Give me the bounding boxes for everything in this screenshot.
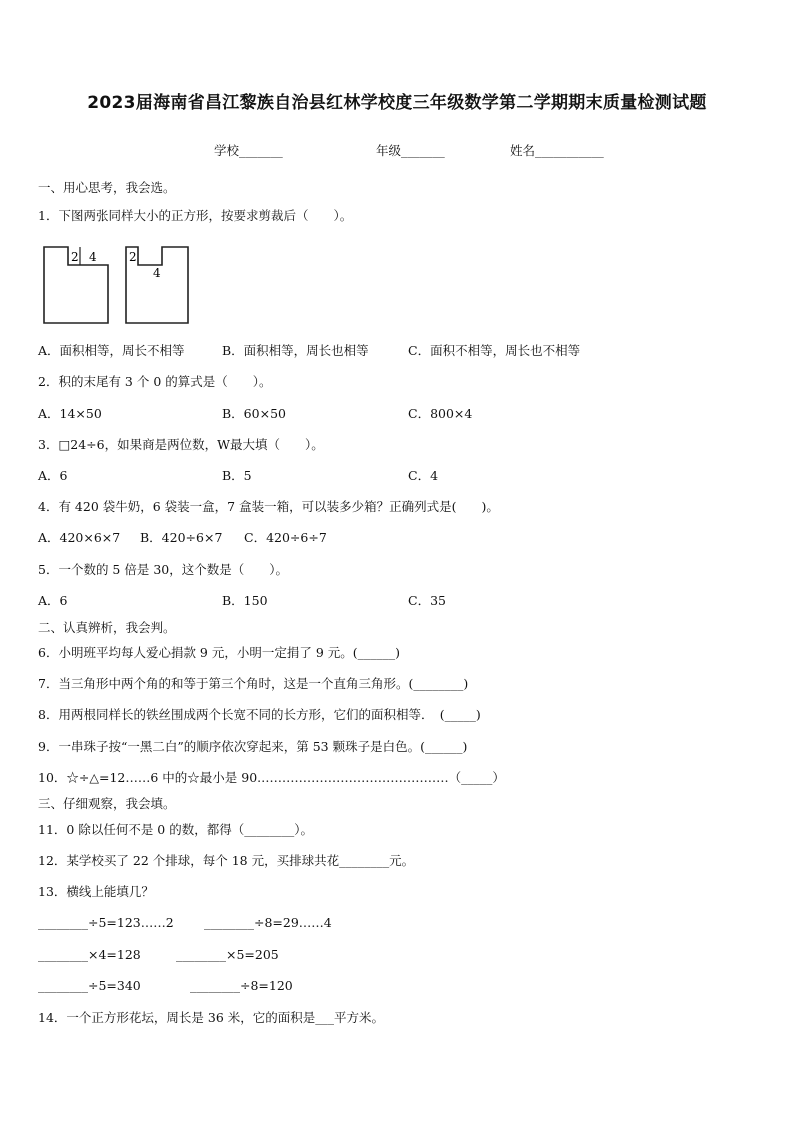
q4-option-c: C．420÷6÷7 bbox=[244, 530, 327, 545]
q13-blank-2: ________÷8=29……4 bbox=[204, 915, 332, 930]
q13-blank-5: ________÷5=340 bbox=[38, 978, 141, 993]
q1-option-b: B．面积相等，周长也相等 bbox=[222, 343, 369, 358]
q3-option-a: A．6 bbox=[38, 468, 68, 483]
q2-option-a: A．14×50 bbox=[38, 406, 102, 421]
question-9: 9．一串珠子按“一黑二白”的顺序依次穿起来，第 53 颗珠子是白色。(______) bbox=[38, 739, 468, 754]
question-12: 12．某学校买了 22 个排球，每个 18 元，买排球共花________元。 bbox=[38, 853, 415, 868]
question-2: 2．积的末尾有 3 个 0 的算式是（ ）。 bbox=[38, 374, 272, 389]
q13-blank-6: ________÷8=120 bbox=[190, 978, 293, 993]
question-4: 4．有 420 袋牛奶，6 袋装一盒，7 盒装一箱，可以装多少箱？正确列式是( )。 bbox=[38, 499, 499, 514]
q5-option-c: C．35 bbox=[408, 593, 446, 608]
figure-left-label-4: 4 bbox=[89, 250, 97, 264]
section-1-heading: 一、用心思考，我会选。 bbox=[38, 180, 176, 195]
q3-option-c: C．4 bbox=[408, 468, 439, 483]
q1-option-a: A．面积相等，周长不相等 bbox=[38, 343, 185, 358]
question-11: 11．0 除以任何不是 0 的数，都得（________）。 bbox=[38, 822, 313, 837]
q2-option-c: C．800×4 bbox=[408, 406, 473, 421]
q13-blank-4: ________×5=205 bbox=[176, 947, 279, 962]
question-5: 5．一个数的 5 倍是 30，这个数是（ ）。 bbox=[38, 562, 288, 577]
grade-field: 年级_______ bbox=[376, 143, 445, 158]
school-field: 学校_______ bbox=[214, 143, 283, 158]
q5-option-a: A．6 bbox=[38, 593, 68, 608]
figure-right-label-4: 4 bbox=[153, 266, 161, 280]
figure-left-label-2: 2 bbox=[71, 250, 79, 264]
q13-blank-3: ________×4=128 bbox=[38, 947, 141, 962]
q3-option-b: B．5 bbox=[222, 468, 252, 483]
name-field: 姓名___________ bbox=[510, 143, 604, 158]
section-3-heading: 三、仔细观察，我会填。 bbox=[38, 796, 176, 811]
figure-right-label-2: 2 bbox=[129, 250, 137, 264]
question-8: 8．用两根同样长的铁丝围成两个长宽不同的长方形，它们的面积相等． (_____) bbox=[38, 707, 481, 722]
question-10: 10．☆÷△=12……6 中的☆最小是 90.………………………………………（_____） bbox=[38, 770, 505, 785]
section-2-heading: 二、认真辨析，我会判。 bbox=[38, 620, 176, 635]
q4-option-b: B．420÷6×7 bbox=[140, 530, 223, 545]
question-3: 3．□24÷6，如果商是两位数，W最大填（ ）。 bbox=[38, 437, 324, 452]
q13-blank-1: ________÷5=123……2 bbox=[38, 915, 174, 930]
question-7: 7．当三角形中两个角的和等于第三个角时，这是一个直角三角形。(________) bbox=[38, 676, 469, 691]
question-1: 1．下图两张同样大小的正方形，按要求剪裁后（ ）。 bbox=[38, 208, 353, 223]
q5-option-b: B．150 bbox=[222, 593, 268, 608]
page-title: 2023届海南省昌江黎族自治县红林学校度三年级数学第二学期期末质量检测试题 bbox=[87, 93, 707, 113]
q1-option-c: C．面积不相等，周长也不相等 bbox=[408, 343, 581, 358]
question-14: 14．一个正方形花坛，周长是 36 米，它的面积是___平方米。 bbox=[38, 1010, 385, 1025]
question-1-figure bbox=[40, 243, 200, 327]
q4-option-a: A．420×6×7 bbox=[38, 530, 121, 545]
question-6: 6．小明班平均每人爱心捐款 9 元，小明一定捐了 9 元。(______) bbox=[38, 645, 401, 660]
q2-option-b: B．60×50 bbox=[222, 406, 286, 421]
question-13: 13．横线上能填几？ bbox=[38, 884, 154, 899]
